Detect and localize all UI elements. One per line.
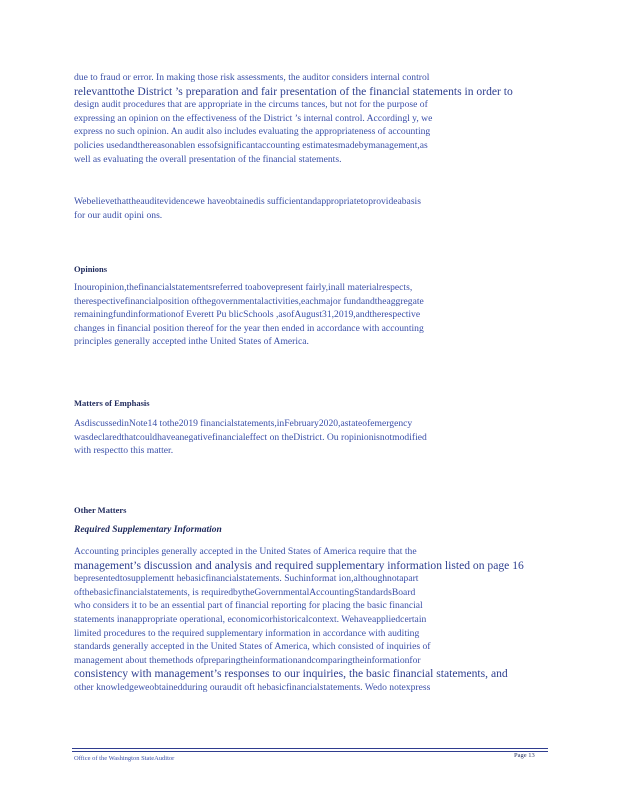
footer-office-name: Office of the Washington StateAuditor	[74, 755, 175, 762]
text-line: management about themethods ofpreparingtheinformationandcomparingtheinformationfor	[74, 654, 421, 666]
text-line: other knowledgeweobtainedduring ouraudit oft hebasicfinancialstatements. Wedo notexpress	[74, 681, 431, 693]
text-line: express no such opinion. An audit also includes evaluating the appropriateness of accounting	[74, 126, 431, 138]
text-line: relevanttothe District ’s preparation and fair presentation of the financial statements in order to	[74, 84, 513, 98]
text-line: principles generally accepted inthe United States of America.	[74, 336, 309, 348]
paragraph-audit-evidence	[74, 195, 544, 222]
text-line: therespectivefinancialposition ofthegovernmentalactivities,eachmajor fundandtheaggregate	[74, 295, 424, 307]
text-line: ofthebasicfinancialstatements, is requiredbytheGovernmentalAccountingStandardsBoard	[74, 586, 416, 598]
emphasis-paragraph	[74, 417, 544, 458]
footer-divider	[72, 748, 548, 749]
rsi-subheading: Required Supplementary Information	[74, 525, 222, 535]
emphasis-heading: Matters of Emphasis	[74, 398, 150, 408]
text-line: Accounting principles generally accepted in the United States of America require that the	[74, 546, 417, 557]
text-line: changes in financial position thereof for the year then ended in accordance with accounting	[74, 322, 424, 334]
rsi-paragraph	[74, 545, 544, 695]
footer-divider-thin	[72, 751, 548, 752]
text-line: AsdiscussedinNote14 tothe2019 financialstatements,inFebruary2020,astateofemergency	[74, 418, 413, 429]
text-line: management’s discussion and analysis and required supplementary information listed on page 16	[74, 558, 524, 572]
text-line: bepresentedtosupplementt hebasicfinancialstatements. Suchinformat ion,althoughnotapart	[74, 573, 419, 585]
text-line: expressing an opinion on the effectiveness of the District ’s internal control. Accordingl y, we	[74, 112, 433, 124]
text-line: limited procedures to the required supplementary information in accordance with auditing	[74, 627, 420, 639]
text-line: statements inanappropriate operational, economicorhistoricalcontext. Wehaveappliedcertain	[74, 613, 427, 625]
text-line: due to fraud or error. In making those risk assessments, the auditor considers internal control	[74, 72, 430, 83]
text-line: standards generally accepted in the United States of America, which consisted of inquiries of	[74, 641, 431, 653]
text-line: Webelievethattheauditevidencewe haveobtainedis sufficientandappropriatetoprovideabasis	[74, 196, 421, 207]
text-line: with respectto this matter.	[74, 445, 174, 457]
text-line: consistency with management’s responses to our inquiries, the basic financial statements, and	[74, 667, 508, 681]
paragraph-audit-procedures	[74, 71, 544, 166]
text-line: remainingfundinformationof Everett Pu blicSchools ,asofAugust31,2019,andtherespective	[74, 309, 421, 321]
text-line: policies usedandthereasonablen essofsignificantaccounting estimatesmadebymanagement,as	[74, 139, 428, 151]
text-line: who considers it to be an essential part of financial reporting for placing the basic financial	[74, 600, 423, 612]
text-line: wasdeclaredthatcouldhaveanegativefinancialeffect on theDistrict. Ou ropinionisnotmodified	[74, 431, 427, 443]
text-line: for our audit opini ons.	[74, 209, 163, 221]
opinions-heading: Opinions	[74, 264, 108, 274]
text-line: design audit procedures that are appropriate in the circums tances, but not for the purpose of	[74, 99, 428, 111]
text-line: well as evaluating the overall presentation of the financial statements.	[74, 153, 342, 165]
text-line: Inouropinion,thefinancialstatementsreferred toabovepresent fairly,inall materialrespects,	[74, 282, 413, 293]
page-number: Page 13	[514, 752, 535, 759]
opinions-paragraph	[74, 281, 544, 349]
other-matters-heading: Other Matters	[74, 505, 127, 515]
